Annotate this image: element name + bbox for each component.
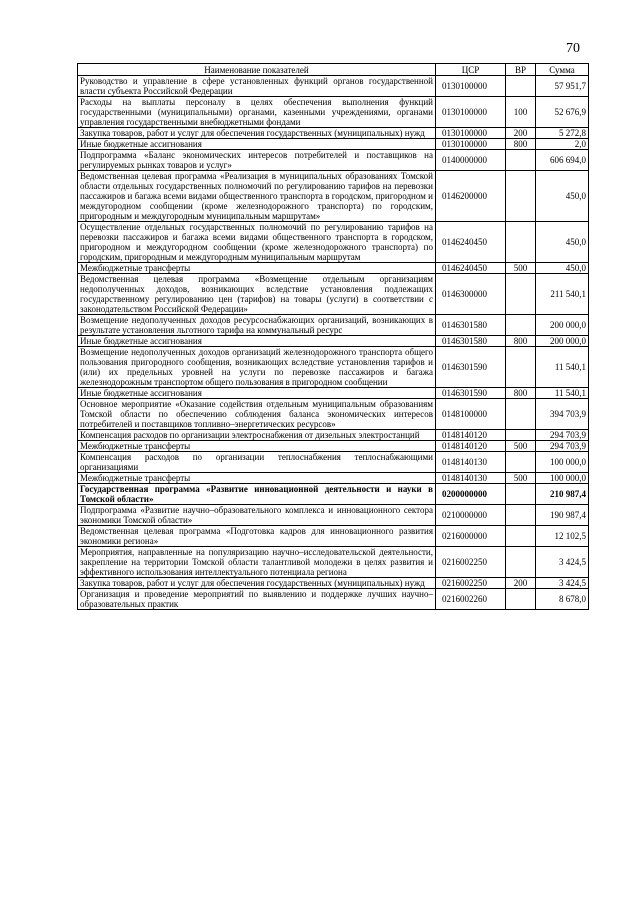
row-sum-cell: 11 540,1 xyxy=(536,347,589,388)
table-row xyxy=(78,76,589,97)
table-row xyxy=(78,128,589,139)
row-csr-cell: 0130100000 xyxy=(436,76,506,97)
header-name: Наименование показателей xyxy=(78,64,436,76)
row-sum-cell: 294 703,9 xyxy=(536,430,589,441)
row-csr-cell: 0210000000 xyxy=(436,505,506,526)
row-vr-cell: 800 xyxy=(506,139,536,150)
row-vr-cell xyxy=(506,76,536,97)
row-sum-cell: 3 424,5 xyxy=(536,547,589,578)
row-sum-cell: 8 678,0 xyxy=(536,589,589,610)
row-sum-cell: 450,0 xyxy=(536,171,589,222)
row-name-cell: Межбюджетные трансферты xyxy=(78,441,436,452)
row-csr-cell: 0148140130 xyxy=(436,473,506,484)
row-csr-cell: 0130100000 xyxy=(436,139,506,150)
table-row xyxy=(78,97,589,128)
row-sum-cell: 394 703,9 xyxy=(536,399,589,430)
row-csr-cell: 0146300000 xyxy=(436,274,506,315)
row-name-cell: Межбюджетные трансферты xyxy=(78,473,436,484)
row-name-cell: Мероприятия, направленные на популяризацию научно–исследовательской деятельности, закрепление на территории Томской области талантливой молодежи в целях развития и эффективного использования интеллектуального потенциала региона xyxy=(78,547,436,578)
table-row xyxy=(78,171,589,222)
row-csr-cell: 0216002260 xyxy=(436,589,506,610)
row-sum-cell: 294 703,9 xyxy=(536,441,589,452)
row-name-cell: Ведомственная целевая программа «Реализация в муниципальных образованиях Томской области отдельных государственных полномочий по регулированию тарифов на перевозки пассажиров и багажа всеми видами общественного транспорта в городском, пригородном и междугородном сообщении (кроме железнодорожного транспорта) по городским, пригородным и междугородным муниципальным маршрутам» xyxy=(78,171,436,222)
row-vr-cell: 800 xyxy=(506,388,536,399)
table-header-row xyxy=(78,64,589,76)
row-sum-cell: 450,0 xyxy=(536,263,589,274)
row-csr-cell: 0200000000 xyxy=(436,484,506,505)
row-csr-cell: 0146301580 xyxy=(436,336,506,347)
header-vr: ВР xyxy=(506,64,536,76)
row-csr-cell: 0148140120 xyxy=(436,430,506,441)
row-name-cell: Компенсация расходов по организации теплоснабжения теплоснабжающими организациями xyxy=(78,452,436,473)
table-row xyxy=(78,547,589,578)
row-vr-cell xyxy=(506,430,536,441)
row-vr-cell: 200 xyxy=(506,128,536,139)
table-row xyxy=(78,441,589,452)
row-sum-cell: 12 102,5 xyxy=(536,526,589,547)
row-csr-cell: 0146240450 xyxy=(436,222,506,263)
row-csr-cell: 0146301580 xyxy=(436,315,506,336)
row-csr-cell: 0148140120 xyxy=(436,441,506,452)
row-vr-cell xyxy=(506,399,536,430)
table-row xyxy=(78,347,589,388)
row-csr-cell: 0146301590 xyxy=(436,347,506,388)
row-sum-cell: 5 272,8 xyxy=(536,128,589,139)
row-name-cell: Закупка товаров, работ и услуг для обеспечения государственных (муниципальных) нужд xyxy=(78,128,436,139)
table-row xyxy=(78,399,589,430)
row-vr-cell: 500 xyxy=(506,473,536,484)
row-name-cell: Иные бюджетные ассигнования xyxy=(78,388,436,399)
row-sum-cell: 3 424,5 xyxy=(536,578,589,589)
row-csr-cell: 0146200000 xyxy=(436,171,506,222)
row-name-cell: Межбюджетные трансферты xyxy=(78,263,436,274)
row-vr-cell: 500 xyxy=(506,263,536,274)
row-csr-cell: 0146240450 xyxy=(436,263,506,274)
table-row xyxy=(78,452,589,473)
row-sum-cell: 11 540,1 xyxy=(536,388,589,399)
row-name-cell: Расходы на выплаты персоналу в целях обеспечения выполнения функций государственными (муниципальными) органами, казенными учреждениями, органами управления государственными внебюджетными фондами xyxy=(78,97,436,128)
table-row xyxy=(78,388,589,399)
row-sum-cell: 57 951,7 xyxy=(536,76,589,97)
row-name-cell: Иные бюджетные ассигнования xyxy=(78,139,436,150)
budget-table xyxy=(77,63,589,610)
row-csr-cell: 0216000000 xyxy=(436,526,506,547)
row-vr-cell: 200 xyxy=(506,578,536,589)
row-sum-cell: 52 676,9 xyxy=(536,97,589,128)
page-number: 70 xyxy=(566,41,580,56)
row-name-cell: Государственная программа «Развитие инновационной деятельности и науки в Томской области» xyxy=(78,484,436,505)
table-row xyxy=(78,263,589,274)
row-name-cell: Основное мероприятие «Оказание содействия отдельным муниципальным образованиям Томской области по обеспечению соблюдения баланса экономических интересов потребителей и поставщиков топливно–энергетических ресурсов» xyxy=(78,399,436,430)
row-name-cell: Подпрограмма «Баланс экономических интересов потребителей и поставщиков на регулируемых рынках товаров и услуг» xyxy=(78,150,436,171)
row-csr-cell: 0130100000 xyxy=(436,128,506,139)
header-sum: Сумма xyxy=(536,64,589,76)
row-vr-cell xyxy=(506,484,536,505)
row-vr-cell xyxy=(506,347,536,388)
row-csr-cell: 0148100000 xyxy=(436,399,506,430)
row-name-cell: Ведомственная целевая программа «Возмещение отдельным организациям недополученных доходов, возникающих вследствие установления подлежащих государственному регулированию цен (тарифов) на товары (услуги) в соответствии с законодательством Российской Федерации» xyxy=(78,274,436,315)
row-name-cell: Закупка товаров, работ и услуг для обеспечения государственных (муниципальных) нужд xyxy=(78,578,436,589)
row-sum-cell: 606 694,0 xyxy=(536,150,589,171)
row-name-cell: Ведомственная целевая программа «Подготовка кадров для инновационного развития экономики региона» xyxy=(78,526,436,547)
table-row xyxy=(78,315,589,336)
row-vr-cell: 800 xyxy=(506,336,536,347)
row-vr-cell xyxy=(506,222,536,263)
row-name-cell: Подпрограмма «Развитие научно–образовательного комплекса и инновационного сектора экономики Томской области» xyxy=(78,505,436,526)
row-csr-cell: 0216002250 xyxy=(436,578,506,589)
table-row xyxy=(78,222,589,263)
row-sum-cell: 2,0 xyxy=(536,139,589,150)
row-sum-cell: 200 000,0 xyxy=(536,336,589,347)
row-name-cell: Возмещение недополученных доходов ресурсоснабжающих организаций, возникающих в результате установления льготного тарифа на коммунальный ресурс xyxy=(78,315,436,336)
row-name-cell: Организация и проведение мероприятий по выявлению и поддержке лучших научно–образовательных практик xyxy=(78,589,436,610)
row-sum-cell: 210 987,4 xyxy=(536,484,589,505)
table-row xyxy=(78,274,589,315)
row-sum-cell: 200 000,0 xyxy=(536,315,589,336)
row-vr-cell xyxy=(506,452,536,473)
row-csr-cell: 0130100000 xyxy=(436,97,506,128)
table-row xyxy=(78,589,589,610)
table-row xyxy=(78,578,589,589)
row-sum-cell: 211 540,1 xyxy=(536,274,589,315)
row-sum-cell: 190 987,4 xyxy=(536,505,589,526)
row-vr-cell xyxy=(506,274,536,315)
table-row xyxy=(78,484,589,505)
table-row xyxy=(78,139,589,150)
table-row xyxy=(78,150,589,171)
row-vr-cell xyxy=(506,547,536,578)
table-row xyxy=(78,473,589,484)
row-vr-cell xyxy=(506,315,536,336)
row-name-cell: Осуществление отдельных государственных полномочий по регулированию тарифов на перевозки пассажиров и багажа всеми видами общественного транспорта в городском, пригородном и междугородном сообщении (кроме железнодорожного транспорта) по городским, пригородным и междугородным муниципальным маршрутам xyxy=(78,222,436,263)
row-vr-cell xyxy=(506,505,536,526)
row-sum-cell: 100 000,0 xyxy=(536,473,589,484)
row-vr-cell: 100 xyxy=(506,97,536,128)
row-name-cell: Руководство и управление в сфере установленных функций органов государственной власти субъекта Российской Федерации xyxy=(78,76,436,97)
table-row xyxy=(78,505,589,526)
row-vr-cell: 500 xyxy=(506,441,536,452)
row-sum-cell: 450,0 xyxy=(536,222,589,263)
row-csr-cell: 0140000000 xyxy=(436,150,506,171)
row-csr-cell: 0146301590 xyxy=(436,388,506,399)
row-vr-cell xyxy=(506,150,536,171)
table-row xyxy=(78,336,589,347)
row-vr-cell xyxy=(506,171,536,222)
row-name-cell: Возмещение недополученных доходов организаций железнодорожного транспорта общего пользования пригородного сообщения, возникающих вследствие установления тарифов и (или) их предельных уровней на услуги по перевозке пассажиров и багажа железнодорожным транспортом общего пользования в пригородном сообщении xyxy=(78,347,436,388)
table-body xyxy=(78,76,589,610)
row-csr-cell: 0148140130 xyxy=(436,452,506,473)
row-vr-cell xyxy=(506,589,536,610)
table-row xyxy=(78,430,589,441)
row-name-cell: Иные бюджетные ассигнования xyxy=(78,336,436,347)
row-name-cell: Компенсация расходов по организации электроснабжения от дизельных электростанций xyxy=(78,430,436,441)
row-vr-cell xyxy=(506,526,536,547)
header-csr: ЦСР xyxy=(436,64,506,76)
row-csr-cell: 0216002250 xyxy=(436,547,506,578)
row-sum-cell: 100 000,0 xyxy=(536,452,589,473)
table-row xyxy=(78,526,589,547)
